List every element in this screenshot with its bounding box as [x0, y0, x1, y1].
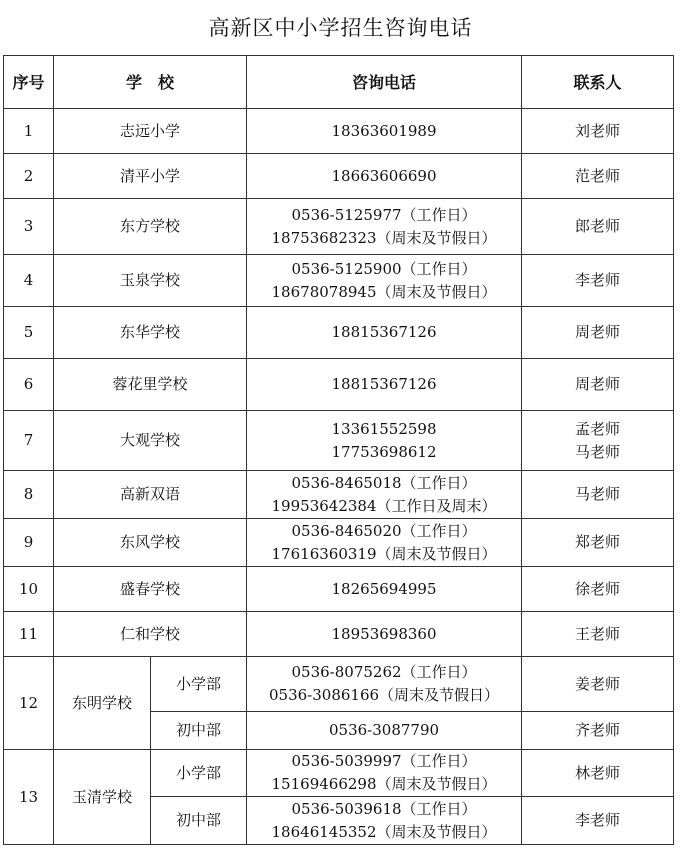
row-number: 2 — [4, 154, 54, 199]
contact-name: 范老师 — [575, 166, 621, 185]
phone-line: 0536-8075262（工作日） — [291, 663, 477, 681]
school-name: 清平小学 — [54, 154, 247, 199]
contact-name: 周老师 — [575, 323, 621, 341]
contact-name: 姜老师 — [575, 674, 621, 693]
phone-cell — [247, 255, 522, 307]
phone-line: 18663606690 — [331, 166, 437, 185]
contact-name: 李老师 — [575, 811, 621, 829]
table-row — [4, 471, 674, 519]
contact-cell — [522, 154, 674, 199]
contact-cell — [522, 612, 674, 657]
contact-cell — [522, 109, 674, 154]
contact-name: 徐老师 — [575, 579, 621, 598]
school-name: 蓉花里学校 — [54, 359, 247, 411]
school-name: 东方学校 — [54, 199, 247, 255]
row-number: 3 — [4, 199, 54, 255]
contact-cell — [522, 359, 674, 411]
row-number: 5 — [4, 307, 54, 359]
table-row — [4, 109, 674, 154]
school-name: 玉泉学校 — [54, 255, 247, 307]
contact-cell — [522, 307, 674, 359]
contact-cell — [522, 567, 674, 612]
phone-line: 0536-8465020（工作日） — [291, 521, 477, 540]
phone-line: 18815367126 — [331, 323, 437, 341]
contact-name: 郎老师 — [575, 217, 621, 235]
phone-cell — [247, 411, 522, 471]
school-name: 大观学校 — [54, 411, 247, 471]
phone-line: 18815367126 — [331, 375, 437, 393]
phone-line: 18678078945（周末及节假日） — [271, 282, 497, 301]
phone-line: 19953642384（工作日及周末） — [271, 496, 497, 515]
table-row — [4, 519, 674, 567]
phone-cell — [247, 750, 522, 797]
contact-name: 郑老师 — [575, 533, 621, 551]
contact-cell — [522, 797, 674, 845]
phone-line: 0536-8465018（工作日） — [291, 473, 477, 492]
contact-name: 马老师 — [575, 485, 621, 503]
contact-name: 马老师 — [575, 442, 621, 461]
phone-line: 0536-5125977（工作日） — [291, 205, 477, 224]
phone-cell — [247, 519, 522, 567]
phone-line: 18953698360 — [331, 624, 437, 643]
school-name: 东华学校 — [54, 307, 247, 359]
phone-cell — [247, 199, 522, 255]
table-row — [4, 750, 674, 797]
row-number: 9 — [4, 519, 54, 567]
phone-cell — [247, 567, 522, 612]
phone-cell — [247, 154, 522, 199]
school-name: 仁和学校 — [54, 612, 247, 657]
phone-cell — [247, 612, 522, 657]
contact-cell — [522, 519, 674, 567]
phone-line: 0536-5125900（工作日） — [291, 259, 477, 278]
phone-line: 18753682323（周末及节假日） — [271, 228, 497, 247]
row-number: 10 — [4, 567, 54, 612]
contact-cell — [522, 199, 674, 255]
phone-line: 15169466298（周末及节假日） — [271, 775, 497, 793]
contact-name: 王老师 — [575, 624, 621, 643]
phone-cell — [247, 109, 522, 154]
contact-table — [3, 55, 674, 845]
phone-cell — [247, 657, 522, 712]
row-number: 8 — [4, 471, 54, 519]
row-number: 4 — [4, 255, 54, 307]
row-number: 6 — [4, 359, 54, 411]
school-name: 东明学校 — [54, 657, 151, 750]
contact-name: 刘老师 — [575, 121, 621, 140]
department-name: 初中部 — [151, 797, 247, 845]
contact-name: 林老师 — [575, 763, 621, 782]
department-name: 初中部 — [151, 712, 247, 750]
contact-cell — [522, 411, 674, 471]
table-row — [4, 657, 674, 712]
phone-line: 18646145352（周末及节假日） — [271, 822, 497, 841]
school-name: 东风学校 — [54, 519, 247, 567]
phone-cell — [247, 471, 522, 519]
phone-cell — [247, 359, 522, 411]
contact-name: 周老师 — [575, 375, 621, 393]
header-row — [4, 56, 674, 109]
department-name: 小学部 — [151, 750, 247, 797]
row-number: 11 — [4, 612, 54, 657]
phone-line: 18363601989 — [331, 121, 437, 140]
contact-cell — [522, 471, 674, 519]
phone-line: 0536-3086166（周末及节假日） — [268, 686, 500, 704]
table-row — [4, 255, 674, 307]
table-row — [4, 612, 674, 657]
department-name: 小学部 — [151, 657, 247, 712]
phone-line: 0536-5039997（工作日） — [291, 752, 477, 770]
phone-cell — [247, 797, 522, 845]
header-no: 序号 — [4, 56, 54, 109]
school-name: 玉清学校 — [54, 750, 151, 845]
table-row — [4, 154, 674, 199]
header-contact: 联系人 — [522, 56, 674, 109]
phone-cell — [247, 712, 522, 750]
row-number: 1 — [4, 109, 54, 154]
row-number: 13 — [4, 750, 54, 845]
contact-cell — [522, 750, 674, 797]
phone-line: 17753698612 — [331, 442, 437, 461]
table-row — [4, 567, 674, 612]
page-title: 高新区中小学招生咨询电话 — [208, 16, 473, 40]
contact-cell — [522, 657, 674, 712]
table-row — [4, 307, 674, 359]
table-row — [4, 359, 674, 411]
contact-cell — [522, 712, 674, 750]
header-school: 学 校 — [54, 56, 247, 109]
school-name: 志远小学 — [54, 109, 247, 154]
school-name: 盛春学校 — [54, 567, 247, 612]
contact-name: 齐老师 — [575, 721, 621, 739]
contact-cell — [522, 255, 674, 307]
header-phone: 咨询电话 — [247, 56, 522, 109]
row-number: 7 — [4, 411, 54, 471]
contact-name: 李老师 — [575, 271, 621, 289]
table-row — [4, 199, 674, 255]
phone-line: 17616360319（周末及节假日） — [271, 544, 497, 563]
phone-line: 18265694995 — [331, 579, 437, 598]
phone-line: 0536-5039618（工作日） — [291, 799, 477, 818]
row-number: 12 — [4, 657, 54, 750]
phone-cell — [247, 307, 522, 359]
contact-name: 孟老师 — [575, 419, 621, 438]
table-row — [4, 411, 674, 471]
phone-line: 0536-3087790 — [328, 721, 440, 739]
school-name: 高新双语 — [54, 471, 247, 519]
phone-line: 13361552598 — [331, 419, 437, 438]
